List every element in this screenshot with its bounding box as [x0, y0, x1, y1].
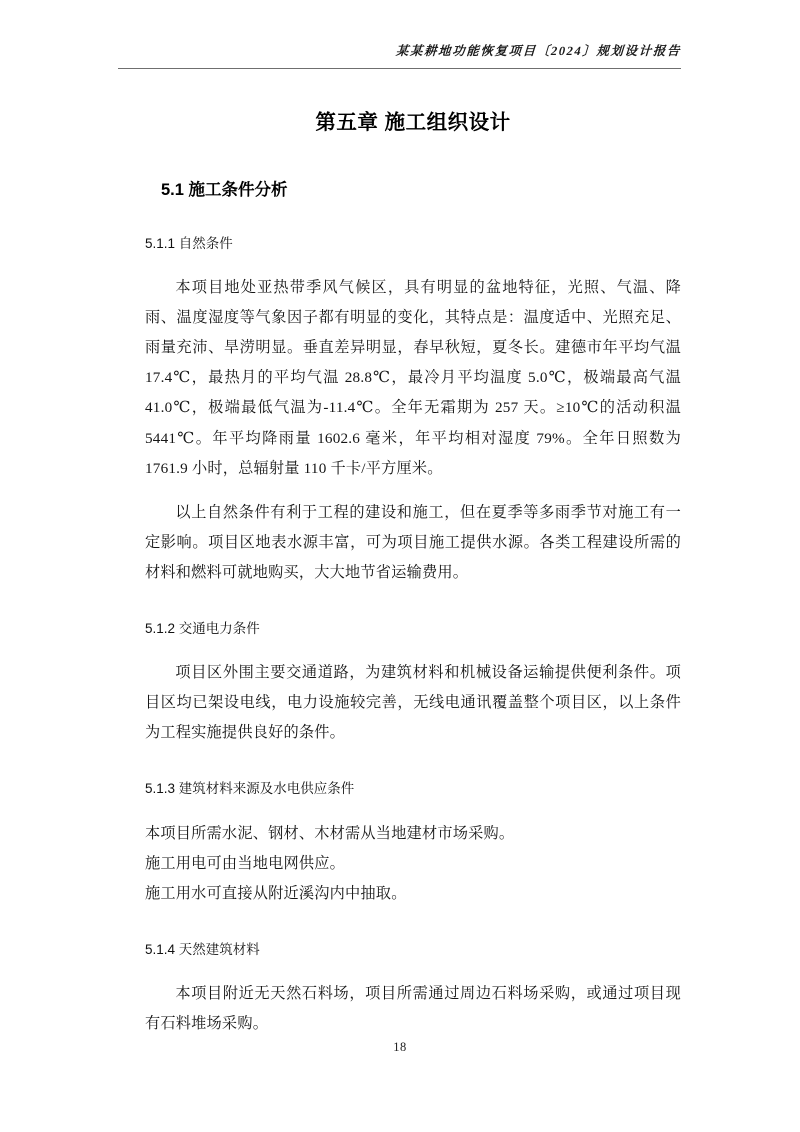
document-body	[145, 98, 681, 1040]
subsection-heading-5-1-3: 5.1.3 建筑材料来源及水电供应条件	[145, 781, 355, 797]
paragraph-5-1-1-implications: 以上自然条件有利于工程的建设和施工，但在夏季等多雨季节对施工有一定影响。项目区地表水源丰富，可为项目施工提供水源。各类工程建设所需的材料和燃料可就地购买，大大地节省运输费用。	[145, 503, 681, 581]
page-footer	[0, 1038, 800, 1056]
header-divider	[118, 68, 681, 69]
page-header	[118, 44, 681, 69]
subsection-heading-5-1-4: 5.1.4 天然建筑材料	[145, 942, 260, 958]
header-title: 某某耕地功能恢复项目〔2024〕规划设计报告	[395, 44, 682, 58]
paragraph-5-1-2-transport-power: 项目区外围主要交通道路，为建筑材料和机械设备运输提供便利条件。项目区均已架设电线，电力设施较完善，无线电通讯覆盖整个项目区，以上条件为工程实施提供良好的条件。	[145, 663, 681, 742]
page-number: 18	[393, 1040, 407, 1054]
list-item: 施工用水可直接从附近溪沟内中抽取。	[145, 885, 407, 903]
paragraph-5-1-1-natural-conditions: 本项目地处亚热带季风气候区，具有明显的盆地特征，光照、气温、降雨、温度湿度等气象因子都有明显的变化，其特点是：温度适中、光照充足、雨量充沛、旱涝明显。垂直差异明显，春早秋短，夏冬长。建德市年平均气温 17.4℃，最热月的平均气温 28.8℃，最冷月平均温度 5.0℃，极端最高气温 41.0℃，极端最低气温为-11.4℃。全年无霜期为 257 天。≥10℃的活动积温 5441℃。年平均降雨量 1602.6 毫米，年平均相对湿度 79%。全年日照数为 1761.9 小时，总辐射量 110 千卡/平方厘米。	[145, 279, 681, 477]
list-5-1-3-supply-lines	[145, 801, 681, 909]
section-heading-5-1: 5.1 施工条件分析	[161, 180, 288, 199]
subsection-heading-5-1-1: 5.1.1 自然条件	[145, 236, 233, 252]
chapter-title: 第五章 施工组织设计	[315, 111, 511, 134]
list-item: 施工用电可由当地电网供应。	[145, 855, 346, 873]
subsection-heading-5-1-2: 5.1.2 交通电力条件	[145, 621, 260, 637]
list-item: 本项目所需水泥、钢材、木材需从当地建材市场采购。	[145, 825, 515, 843]
paragraph-5-1-4-natural-materials: 本项目附近无天然石料场，项目所需通过周边石料场采购，或通过项目现有石料堆场采购。	[145, 985, 681, 1033]
